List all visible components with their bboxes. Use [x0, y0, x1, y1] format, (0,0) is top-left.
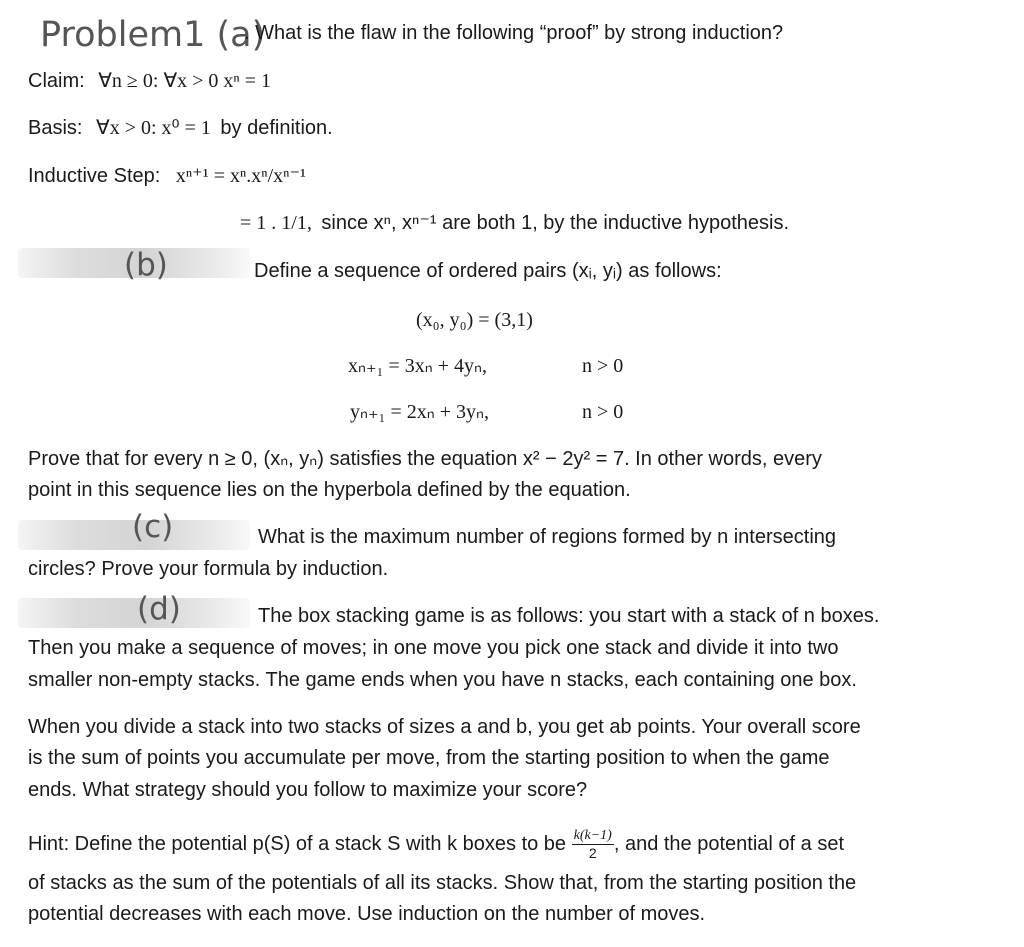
hint-fraction-numerator: k(k−1) [572, 828, 614, 845]
part-d-hint-line-2: of stacks as the sum of the potentials of all its stacks. Show that, from the starting position the [28, 872, 857, 894]
hint-text-after: , and the potential of a set [613, 833, 844, 855]
part-b-prove-line-2: point in this sequence lies on the hyperbola defined by the equation. [28, 479, 631, 501]
part-c-line-1: What is the maximum number of regions formed by n intersecting [258, 526, 837, 548]
part-d-label: (d) [137, 591, 181, 627]
part-a-question: . What is the flaw in the following “proof” by strong induction? [244, 22, 784, 44]
claim-label: Claim: [28, 70, 85, 92]
part-d-p1-line-1: The box stacking game is as follows: you start with a stack of n boxes. [258, 605, 880, 627]
part-c-line-2: circles? Prove your formula by induction. [28, 558, 389, 580]
claim-line [28, 71, 271, 91]
part-d-hint-line-1 [28, 826, 844, 862]
basis-line [28, 118, 333, 138]
part-d-p2-line-2: is the sum of points you accumulate per move, from the starting position to when the game [28, 747, 830, 769]
inductive-math: xⁿ⁺¹ = xⁿ.xⁿ/xⁿ⁻¹ [175, 165, 307, 187]
problem-title: Problem1 (a) [40, 15, 266, 55]
inductive-line2-math: = 1 . 1/1, [240, 212, 312, 234]
part-c-label: (c) [132, 509, 174, 545]
claim-math: ∀n ≥ 0: ∀x > 0 xⁿ = 1 [98, 70, 271, 92]
inductive-label: Inductive Step: [28, 165, 161, 187]
part-b-label: (b) [124, 247, 168, 283]
part-b-prove-line-1: Prove that for every n ≥ 0, (xₙ, yₙ) satisfies the equation x² − 2y² = 7. In other words, every [28, 448, 822, 470]
hint-text-before: Hint: Define the potential p(S) of a stack S with k boxes to be [28, 833, 567, 855]
sequence-x-condition: n > 0 [582, 355, 624, 377]
part-d-p2-line-1: When you divide a stack into two stacks of sizes a and b, you get ab points. Your overall score [28, 716, 861, 738]
redacted-mark-d [18, 598, 250, 628]
inductive-line2-text: since xⁿ, xⁿ⁻¹ are both 1, by the inductive hypothesis. [321, 212, 790, 234]
part-d-p1-line-3: smaller non-empty stacks. The game ends when you have n stacks, each containing one box. [28, 669, 857, 691]
sequence-x-eq: xₙ₊₁ = 3xₙ + 4yₙ, [348, 355, 487, 377]
basis-text: by definition. [220, 117, 333, 139]
part-b-intro: Define a sequence of ordered pairs (xᵢ, yᵢ) as follows: [254, 260, 722, 282]
hint-fraction [572, 828, 614, 861]
part-d-p1-line-2: Then you make a sequence of moves; in one move you pick one stack and divide it into two [28, 637, 839, 659]
inductive-step-line-2 [240, 213, 789, 233]
hint-fraction-denominator: 2 [588, 845, 597, 862]
sequence-y-eq: yₙ₊₁ = 2xₙ + 3yₙ, [350, 401, 489, 423]
basis-math: ∀x > 0: x⁰ = 1 [96, 117, 211, 139]
basis-label: Basis: [28, 117, 83, 139]
inductive-step-line [28, 166, 306, 186]
sequence-y-condition: n > 0 [582, 401, 624, 423]
sequence-initial-eq: (x₀, y₀) = (3,1) [416, 309, 533, 331]
part-d-hint-line-3: potential decreases with each move. Use induction on the number of moves. [28, 903, 706, 925]
part-d-p2-line-3: ends. What strategy should you follow to maximize your score? [28, 779, 588, 801]
